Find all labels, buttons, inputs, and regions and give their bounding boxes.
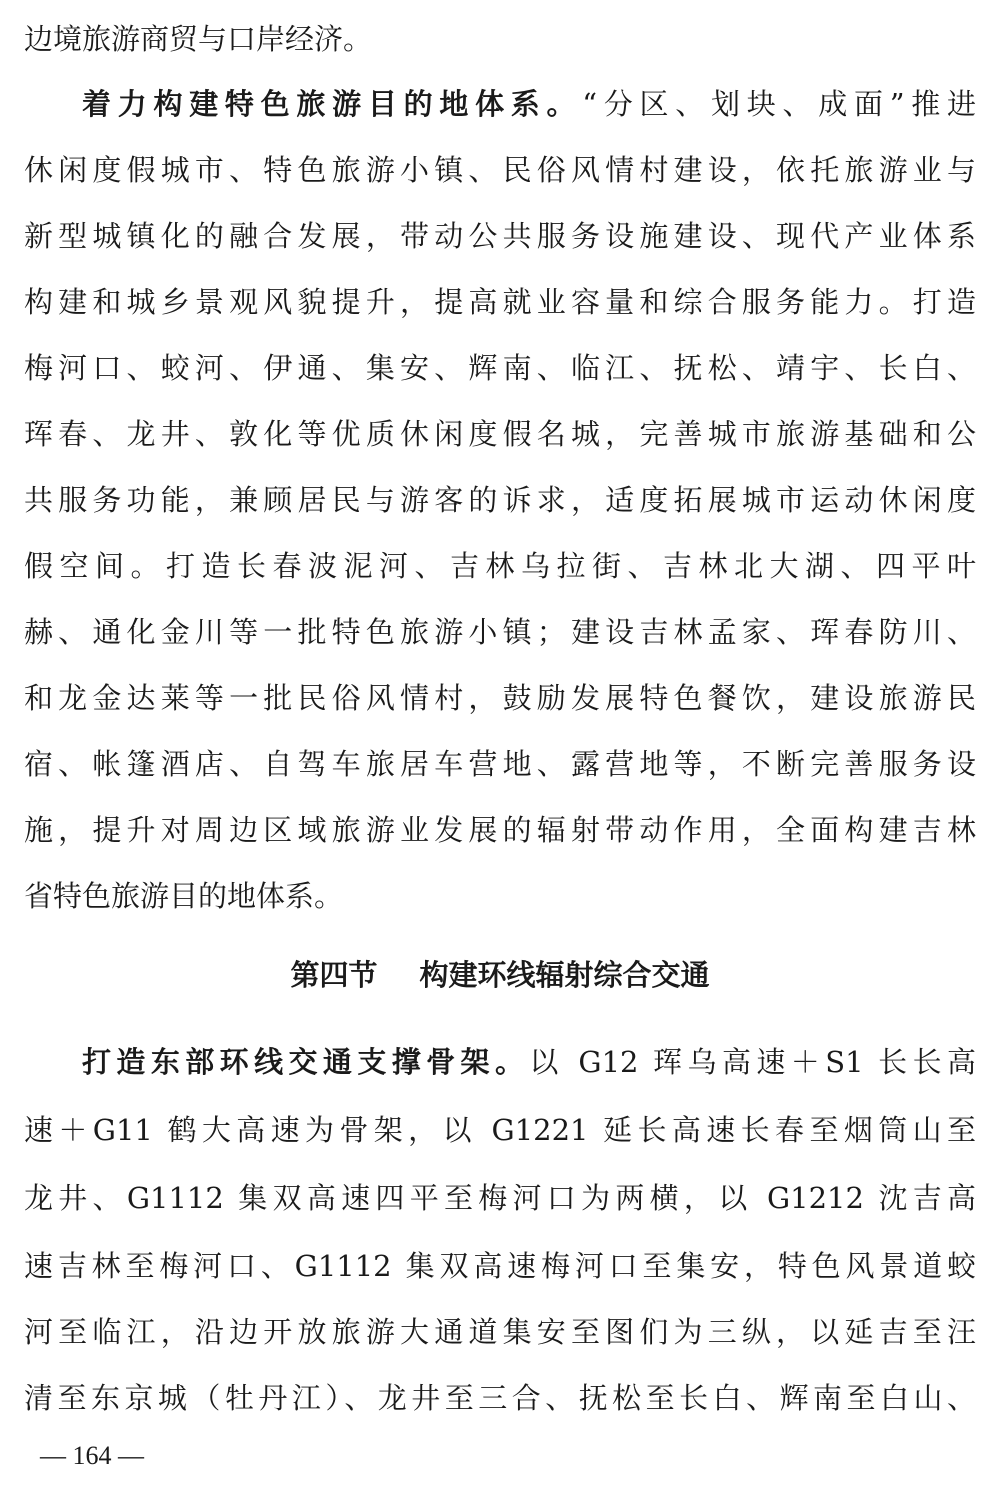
paragraph-line: 和龙金达莱等一批民俗风情村，鼓励发展特色餐饮，建设旅游民 — [24, 681, 976, 715]
paragraph-lead: 着力构建特色旅游目的地体系。 — [82, 87, 583, 121]
paragraph-line: 新型城镇化的融合发展，带动公共服务设施建设、现代产业体系 — [24, 219, 976, 253]
section-heading — [0, 942, 1000, 1008]
paragraph-line: 梅河口、蛟河、伊通、集安、辉南、临江、抚松、靖宇、长白、 — [24, 351, 976, 385]
paragraph-line: 河至临江，沿边开放旅游大通道集安至图们为三纵，以延吉至汪 — [24, 1315, 976, 1349]
paragraph-line: 省特色旅游目的地体系。 — [24, 879, 344, 913]
paragraph-text: 以 G12 珲乌高速＋S1 长长高 — [529, 1045, 976, 1079]
page-number: — 164 — — [40, 1441, 144, 1470]
paragraph-line: 施，提升对周边区域旅游业发展的辐射带动作用，全面构建吉林 — [24, 813, 976, 847]
paragraph-lead: 打造东部环线交通支撑骨架。 — [82, 1045, 530, 1079]
paragraph-line: 龙井、G1112 集双高速四平至梅河口为两横，以 G1212 沈吉高 — [24, 1181, 976, 1215]
paragraph-line: 假空间。打造长春波泥河、吉林乌拉街、吉林北大湖、四平叶 — [24, 549, 976, 583]
section-number: 第四节 — [290, 958, 378, 992]
paragraph-line: 赫、通化金川等一批特色旅游小镇；建设吉林孟家、珲春防川、 — [24, 615, 976, 649]
paragraph-line: 边境旅游商贸与口岸经济。 — [24, 22, 373, 56]
paragraph-first-line — [82, 1029, 976, 1095]
paragraph-line: 共服务功能，兼顾居民与游客的诉求，适度拓展城市运动休闲度 — [24, 483, 976, 517]
paragraph-line: 休闲度假城市、特色旅游小镇、民俗风情村建设，依托旅游业与 — [24, 153, 976, 187]
paragraph-line: 速＋G11 鹤大高速为骨架，以 G1221 延长高速长春至烟筒山至 — [24, 1113, 976, 1147]
section-title: 构建环线辐射综合交通 — [419, 958, 710, 992]
paragraph-line: 清至东京城（牡丹江）、龙井至三合、抚松至长白、辉南至白山、 — [24, 1381, 976, 1415]
paragraph-first-line — [82, 71, 976, 137]
paragraph-line: 珲春、龙井、敦化等优质休闲度假名城，完善城市旅游基础和公 — [24, 417, 976, 451]
paragraph-line: 速吉林至梅河口、G1112 集双高速梅河口至集安，特色风景道蛟 — [24, 1249, 976, 1283]
paragraph-text: “分区、划块、成面”推进 — [582, 87, 976, 121]
paragraph-line: 宿、帐篷酒店、自驾车旅居车营地、露营地等，不断完善服务设 — [24, 747, 976, 781]
paragraph-line: 构建和城乡景观风貌提升，提高就业容量和综合服务能力。打造 — [24, 285, 976, 319]
